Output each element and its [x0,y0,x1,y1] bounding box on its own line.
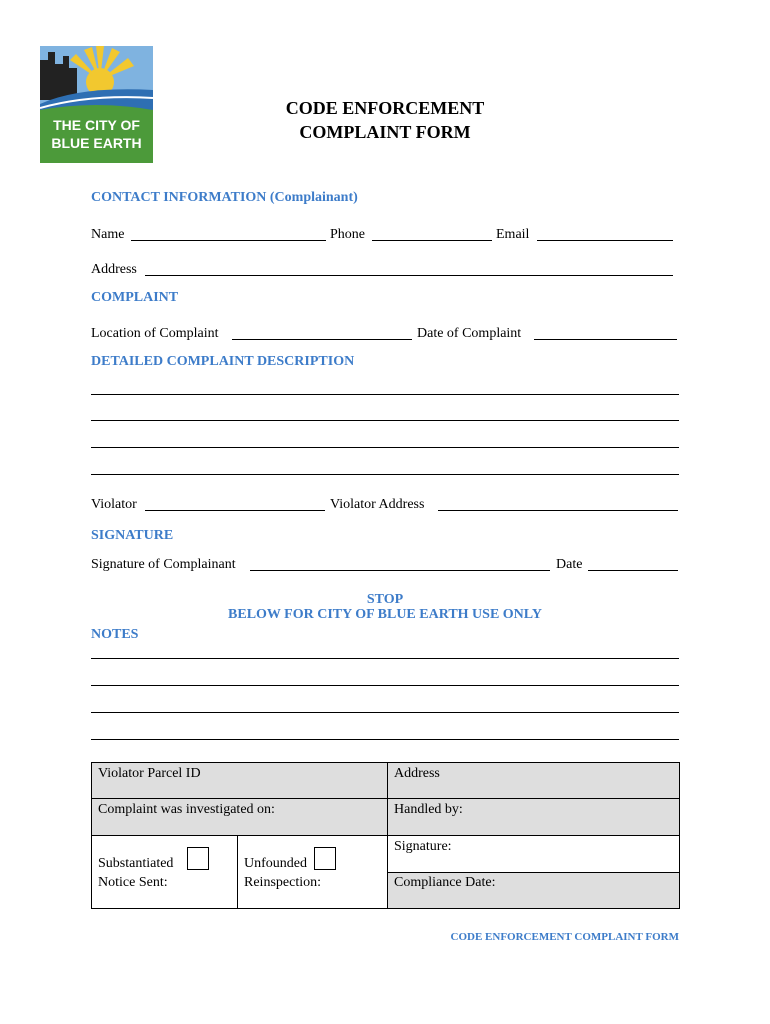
investigated-label: Complaint was investigated on: [98,802,275,817]
violator-field[interactable] [145,510,325,511]
stop-line1: STOP [366,592,404,607]
form-title-line1: CODE ENFORCEMENT [285,98,485,118]
table-grid [91,762,680,909]
unfounded-label: Unfounded [244,856,307,871]
location-field[interactable] [232,339,412,340]
description-heading: DETAILED COMPLAINT DESCRIPTION [91,354,355,369]
violator-label: Violator [91,497,137,512]
substantiated-checkbox[interactable] [187,847,209,870]
notes-line-1[interactable] [91,658,679,659]
signature-label: Signature of Complainant [91,557,236,572]
email-field[interactable] [537,240,673,241]
notes-heading: NOTES [91,627,139,642]
city-use-table [91,762,680,909]
violator-address-field[interactable] [438,510,678,511]
footer-title: CODE ENFORCEMENT COMPLAINT FORM [450,931,679,943]
form-title-line2: COMPLAINT FORM [299,122,471,142]
phone-field[interactable] [372,240,492,241]
logo-text-line2: BLUE EARTH [51,135,142,151]
signature-field[interactable] [250,570,550,571]
complaint-heading: COMPLAINT [91,290,179,305]
name-label: Name [91,227,125,242]
description-line-1[interactable] [91,394,679,395]
address-field[interactable] [145,275,673,276]
city-logo [40,46,153,163]
description-line-3[interactable] [91,447,679,448]
description-line-4[interactable] [91,474,679,475]
parcel-id-label: Violator Parcel ID [98,766,201,781]
description-line-2[interactable] [91,420,679,421]
email-label: Email [496,227,530,242]
substantiated-label: Substantiated [98,856,174,871]
compliance-date-label: Compliance Date: [394,875,496,890]
violator-address-label: Violator Address [330,497,425,512]
signature-date-field[interactable] [588,570,678,571]
reinspection-label: Reinspection: [244,875,321,890]
table-signature-label: Signature: [394,839,452,854]
notes-line-3[interactable] [91,712,679,713]
unfounded-checkbox[interactable] [314,847,336,870]
table-address-label: Address [394,766,440,781]
phone-label: Phone [330,227,365,242]
form-title [200,96,570,144]
stop-line2: BELOW FOR CITY OF BLUE EARTH USE ONLY [228,607,542,622]
location-label: Location of Complaint [91,326,219,341]
name-field[interactable] [131,240,326,241]
notice-sent-label: Notice Sent: [98,875,168,890]
address-label: Address [91,262,137,277]
signature-heading: SIGNATURE [91,528,174,543]
signature-date-label: Date [556,557,583,572]
notes-line-4[interactable] [91,739,679,740]
notes-line-2[interactable] [91,685,679,686]
contact-heading: CONTACT INFORMATION (Complainant) [91,190,358,205]
handled-by-label: Handled by: [394,802,463,817]
logo-text-line1: THE CITY OF [53,117,140,133]
date-of-complaint-label: Date of Complaint [417,326,522,341]
date-of-complaint-field[interactable] [534,339,677,340]
